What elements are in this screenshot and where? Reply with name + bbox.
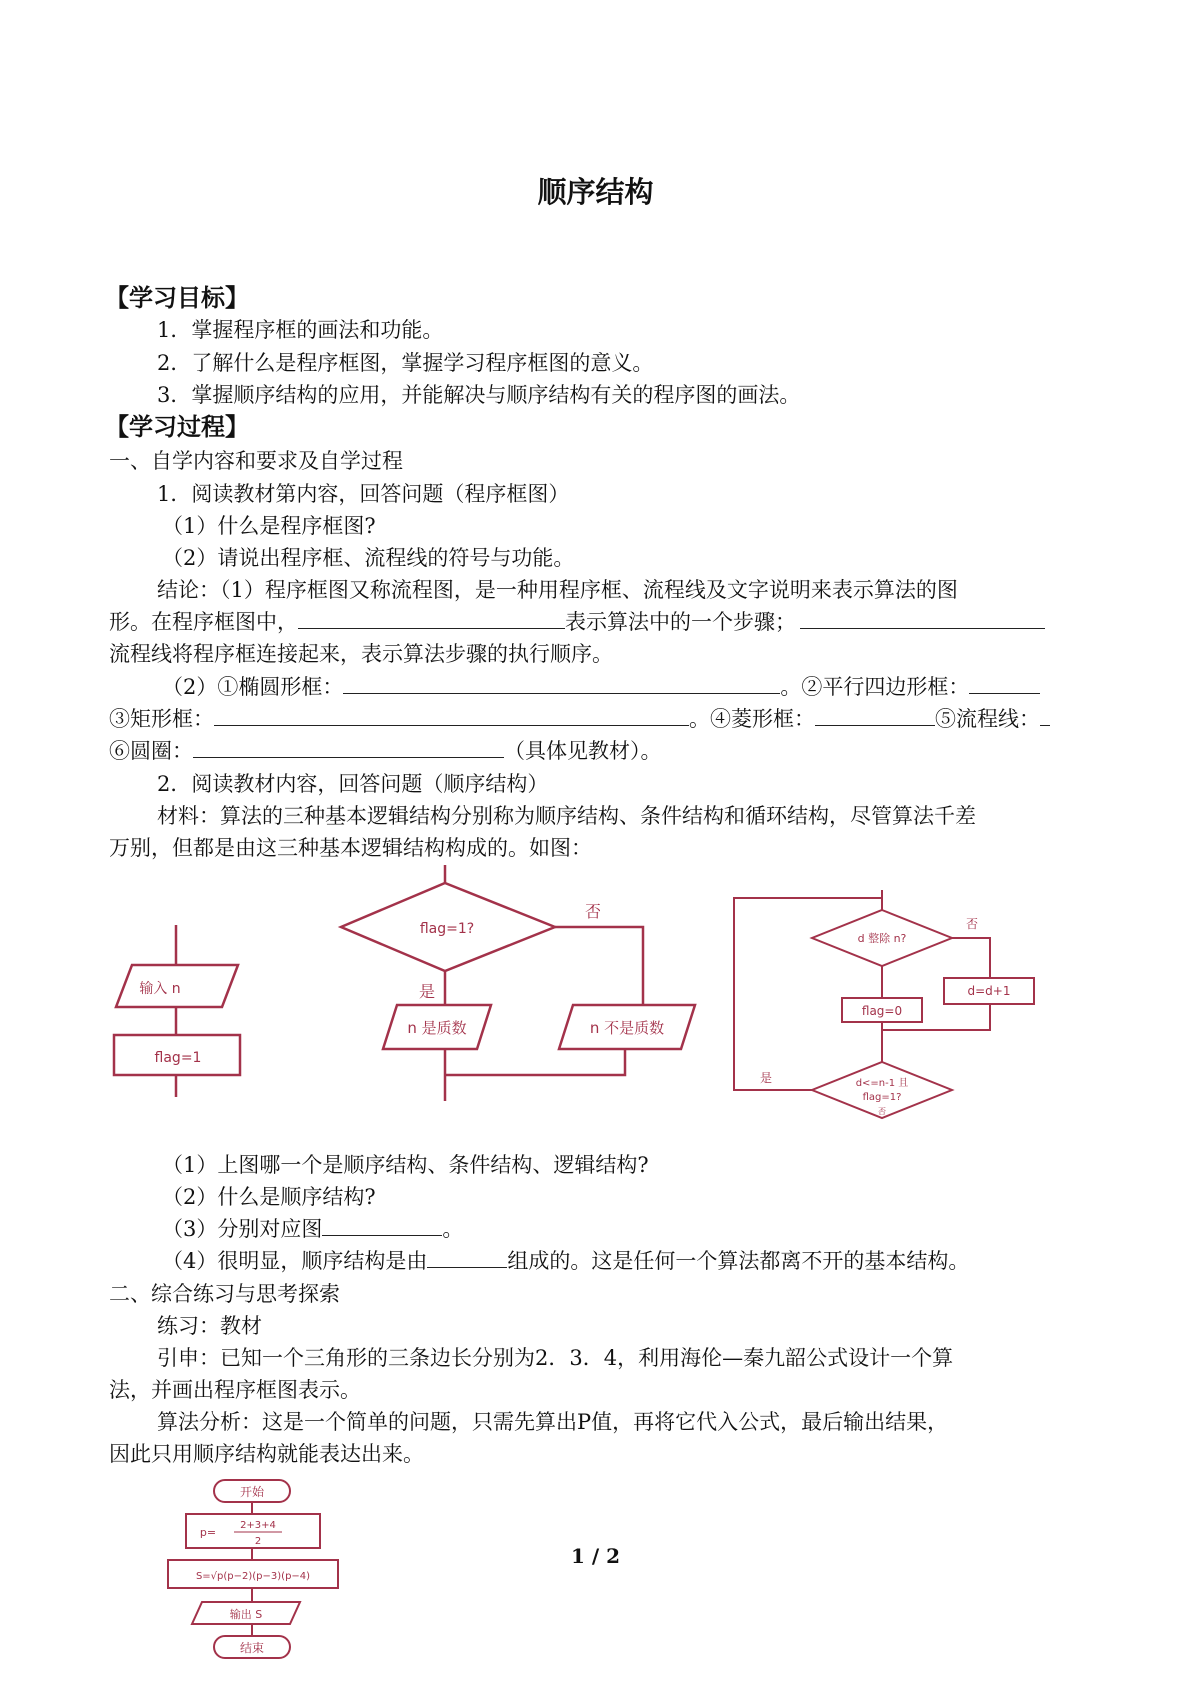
blank-parallelogram[interactable]	[969, 675, 1040, 694]
loop-structure-figure	[730, 890, 1050, 1120]
q1-item-2: （2）请说出程序框、流程线的符号与功能。	[162, 546, 575, 570]
q1-title: 1．阅读教材第内容，回答问题（程序框图）	[157, 482, 570, 506]
shapes-text-1: （2）①椭圆形框：	[162, 675, 344, 699]
assign-label: flag=1	[154, 1050, 202, 1066]
no-branch-line	[555, 927, 643, 1005]
shapes-text-7: （具体见教材）。	[504, 739, 662, 763]
shapes-text-5: ⑤流程线：	[935, 707, 1040, 731]
sequence-structure-figure	[110, 925, 260, 1105]
shapes-line-2	[109, 707, 1050, 731]
no-branch-line	[952, 938, 990, 978]
conclusion-line-2	[109, 610, 1045, 634]
part2-title: 二、综合练习与思考探索	[109, 1282, 340, 1306]
goals-heading: 【学习目标】	[105, 284, 249, 312]
material-line-2: 万别，但都是由这三种基本逻辑结构构成的。如图：	[109, 836, 592, 860]
decision-label: flag=1?	[419, 921, 475, 937]
start-label: 开始	[239, 1485, 265, 1499]
blank-flowline-shape[interactable]	[1040, 707, 1050, 726]
extend-line-1: 引申：已知一个三角形的三条边长分别为2．3．4，利用海伦—秦九韶公式设计一个算	[157, 1346, 954, 1370]
page-indicator: 1 / 2	[570, 1544, 621, 1568]
conclusion-text-1: 形。在程序框图中，	[109, 610, 298, 634]
blank-figures[interactable]	[322, 1217, 442, 1236]
process-heading: 【学习过程】	[105, 413, 249, 441]
shapes-text-2: 。②平行四边形框：	[780, 675, 970, 699]
sub-question-3-end: 。	[442, 1217, 464, 1241]
s-formula: S=√p(p−2)(p−3)(p−4)	[195, 1571, 311, 1582]
blank-rectangle[interactable]	[214, 707, 689, 726]
blank-flowline[interactable]	[800, 610, 1045, 629]
heron-flowchart-figure	[162, 1476, 342, 1684]
conclusion-line-1: 结论：（1）程序框图又称流程图，是一种用程序框、流程线及文字说明来表示算法的图	[157, 578, 958, 602]
no-label: 否	[965, 917, 979, 931]
loop-yes-label: 是	[759, 1071, 773, 1085]
goal-2: 2．了解什么是程序框图，掌握学习程序框图的意义。	[157, 351, 654, 375]
sub-question-4	[162, 1249, 969, 1273]
merge-line	[445, 1049, 625, 1075]
part1-title: 一、自学内容和要求及自学过程	[109, 449, 403, 473]
blank-diamond[interactable]	[815, 707, 935, 726]
sub-question-1: （1）上图哪一个是顺序结构、条件结构、逻辑结构?	[162, 1153, 649, 1177]
condition-structure-figure	[335, 865, 705, 1105]
shapes-text-4: 。④菱形框：	[689, 707, 815, 731]
divides-label: d 整除 n?	[857, 932, 907, 945]
conclusion-text-2: 表示算法中的一个步骤；	[565, 610, 796, 634]
yes-label: 是	[418, 982, 436, 1001]
q2-title: 2．阅读教材内容，回答问题（顺序结构）	[157, 772, 549, 796]
sub-question-4-text-1: （4）很明显，顺序结构是由	[162, 1249, 428, 1273]
page-title: 顺序结构	[537, 175, 654, 209]
conclusion-line-3: 流程线将程序框连接起来，表示算法步骤的执行顺序。	[109, 642, 613, 666]
p-prefix: p=	[199, 1526, 217, 1539]
analysis-line-2: 因此只用顺序结构就能表达出来。	[109, 1442, 424, 1466]
sub-question-3	[162, 1217, 463, 1241]
sub-question-2: （2）什么是顺序结构?	[162, 1185, 376, 1209]
sub-question-4-text-2: 组成的。这是任何一个算法都离不开的基本结构。	[507, 1249, 970, 1273]
output-label: 输出 S	[229, 1608, 263, 1621]
loop-back-line	[734, 898, 882, 1090]
goal-3: 3．掌握顺序结构的应用，并能解决与顺序结构有关的程序图的画法。	[157, 383, 801, 407]
shapes-text-6: ⑥圆圈：	[109, 739, 193, 763]
blank-step[interactable]	[298, 610, 565, 629]
exercise-line: 练习：教材	[157, 1314, 262, 1338]
analysis-line-1: 算法分析：这是一个简单的问题，只需先算出P值，再将它代入公式，最后输出结果，	[157, 1410, 949, 1434]
increment-label: d=d+1	[967, 984, 1011, 998]
blank-circle[interactable]	[193, 739, 504, 758]
condition-label-line-1: d<=n-1 且	[855, 1078, 909, 1089]
condition-label-line-2: flag=1?	[862, 1092, 902, 1103]
shapes-line-1	[162, 675, 1040, 699]
material-line-1: 材料：算法的三种基本逻辑结构分别称为顺序结构、条件结构和循环结构，尽管算法千差	[157, 804, 976, 828]
blank-oval[interactable]	[343, 675, 780, 694]
prime-output-label: n 是质数	[407, 1019, 467, 1037]
blank-composition[interactable]	[427, 1249, 507, 1268]
input-label: 输入 n	[139, 981, 181, 997]
no-label: 否	[584, 902, 602, 921]
q1-item-1: （1）什么是程序框图?	[162, 514, 376, 538]
flag-label: flag=0	[861, 1004, 903, 1018]
sub-question-3-text: （3）分别对应图	[162, 1217, 323, 1241]
p-numerator: 2+3+4	[240, 1520, 276, 1531]
shapes-text-3: ③矩形框：	[109, 707, 214, 731]
loop-bottom-label: 否	[878, 1107, 886, 1116]
goal-1: 1．掌握程序框的画法和功能。	[157, 318, 444, 342]
shapes-line-3	[109, 739, 662, 763]
not-prime-output-label: n 不是质数	[589, 1019, 665, 1037]
end-label: 结束	[239, 1641, 265, 1655]
p-denominator: 2	[254, 1536, 262, 1547]
extend-line-2: 法，并画出程序框图表示。	[109, 1378, 361, 1402]
